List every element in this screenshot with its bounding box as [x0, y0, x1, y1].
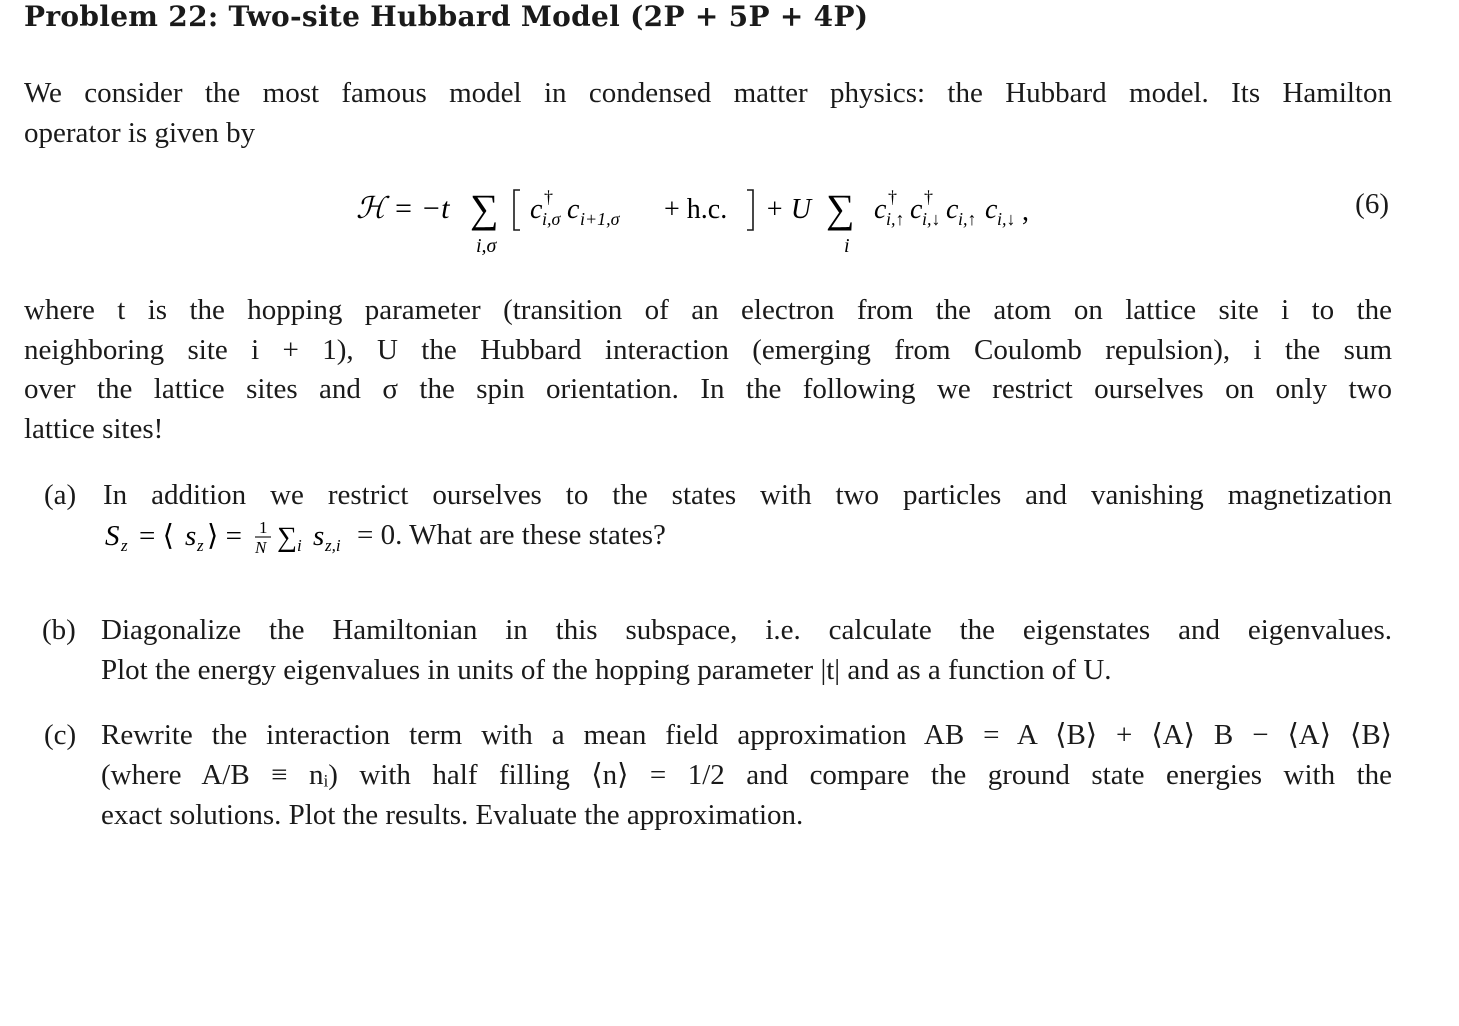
sub-i-down-2: i,↓	[997, 209, 1016, 229]
part-a-body	[103, 475, 1392, 555]
part-a-line-2-text: = 0. What are these states?	[357, 519, 666, 551]
part-b-line-1: Diagonalize the Hamiltonian in this subspace, i.e. calculate the eigenstates and eigenvalues.	[101, 614, 1392, 646]
svg-text:⟩ =: ⟩ =	[207, 520, 242, 552]
sub-i-plus-1-sigma: i+1,σ	[580, 209, 620, 229]
part-c-label: (c)	[44, 719, 77, 751]
svg-text:= ⟨: = ⟨	[139, 520, 174, 552]
svg-text:z: z	[197, 536, 204, 555]
svg-text:s: s	[313, 520, 325, 552]
svg-text:1: 1	[259, 518, 268, 537]
part-a	[24, 475, 1392, 565]
svg-text:∑: ∑	[277, 522, 297, 553]
sum-symbol-2: ∑	[826, 186, 855, 231]
intro-paragraph	[24, 74, 1392, 153]
svg-text:N: N	[255, 538, 267, 555]
operator-c-down: c	[985, 194, 998, 225]
hamiltonian-equation	[0, 178, 1459, 258]
description-line-3: over the lattice sites and σ the spin orientation. In the following we restrict ourselves on only two	[24, 373, 1392, 405]
description-line-1: where t is the hopping parameter (transition of an electron from the atom on lattice site i to the	[24, 294, 1392, 326]
operator-c-dagger-down: c	[910, 194, 923, 225]
svg-text:i: i	[297, 536, 302, 555]
sub-i-up: i,↑	[886, 209, 905, 229]
intro-line-2: operator is given by	[24, 116, 256, 149]
sum-symbol-1: ∑	[470, 186, 499, 231]
left-bracket	[514, 190, 520, 230]
part-c	[24, 715, 1392, 835]
dagger-mark-3: †	[924, 187, 933, 207]
sub-i-up-2: i,↑	[958, 209, 977, 229]
operator-c-up: c	[946, 194, 959, 225]
intro-line-1: We consider the most famous model in condensed matter physics: the Hubbard model. Its Hamilton	[24, 77, 1392, 109]
part-a-label: (a)	[44, 479, 77, 511]
operator-c-dagger-up: c	[874, 194, 887, 225]
u-term: + U	[765, 194, 812, 225]
sum-2-subscript: i	[844, 235, 850, 257]
description-line-2: neighboring site i + 1), U the Hubbard interaction (emerging from Coulomb repulsion), i the sum	[24, 333, 1392, 366]
equation-comma: ,	[1022, 196, 1029, 227]
problem-title: Problem 22: Two-site Hubbard Model (2P + 5P + 4P)	[24, 0, 869, 33]
sub-i-sigma: i,σ	[542, 209, 561, 229]
svg-text:z: z	[121, 536, 128, 555]
svg-text:S: S	[105, 520, 120, 552]
part-a-line-1: In addition we restrict ourselves to the states with two particles and vanishing magnetization	[103, 479, 1392, 511]
part-c-line-2: (where A/B ≡ nᵢ) with half filling ⟨n⟩ = 1/2 and compare the ground state energies with the	[101, 759, 1392, 791]
dagger-mark-2: †	[888, 187, 897, 207]
equation-number: (6)	[1355, 188, 1389, 220]
part-c-body	[101, 715, 1392, 835]
operator-c: c	[567, 194, 580, 225]
part-a-line-2	[103, 515, 1392, 555]
part-b-line-2: Plot the energy eigenvalues in units of the hopping parameter |t| and as a function of U.	[101, 654, 1112, 686]
part-c-line-3: exact solutions. Plot the results. Evaluate the approximation.	[101, 799, 804, 831]
part-b	[24, 610, 1392, 690]
description-line-4: lattice sites!	[24, 412, 164, 445]
description-paragraph	[24, 291, 1392, 449]
part-c-line-1: Rewrite the interaction term with a mean field approximation AB = A ⟨B⟩ + ⟨A⟩ B − ⟨A⟩ ⟨B⟩	[101, 719, 1392, 751]
right-bracket	[747, 190, 753, 230]
svg-text:z,i: z,i	[325, 536, 341, 555]
sum-1-subscript: i,σ	[476, 235, 497, 257]
dagger-mark: †	[544, 187, 553, 207]
svg-text:s: s	[185, 520, 197, 552]
operator-c-dagger: c	[530, 194, 543, 225]
hermitian-conjugate: + h.c.	[664, 194, 728, 225]
sub-i-down: i,↓	[922, 209, 941, 229]
equation-lhs: ℋ = −t	[356, 192, 450, 225]
part-b-label: (b)	[42, 614, 76, 646]
part-b-body	[101, 610, 1392, 690]
